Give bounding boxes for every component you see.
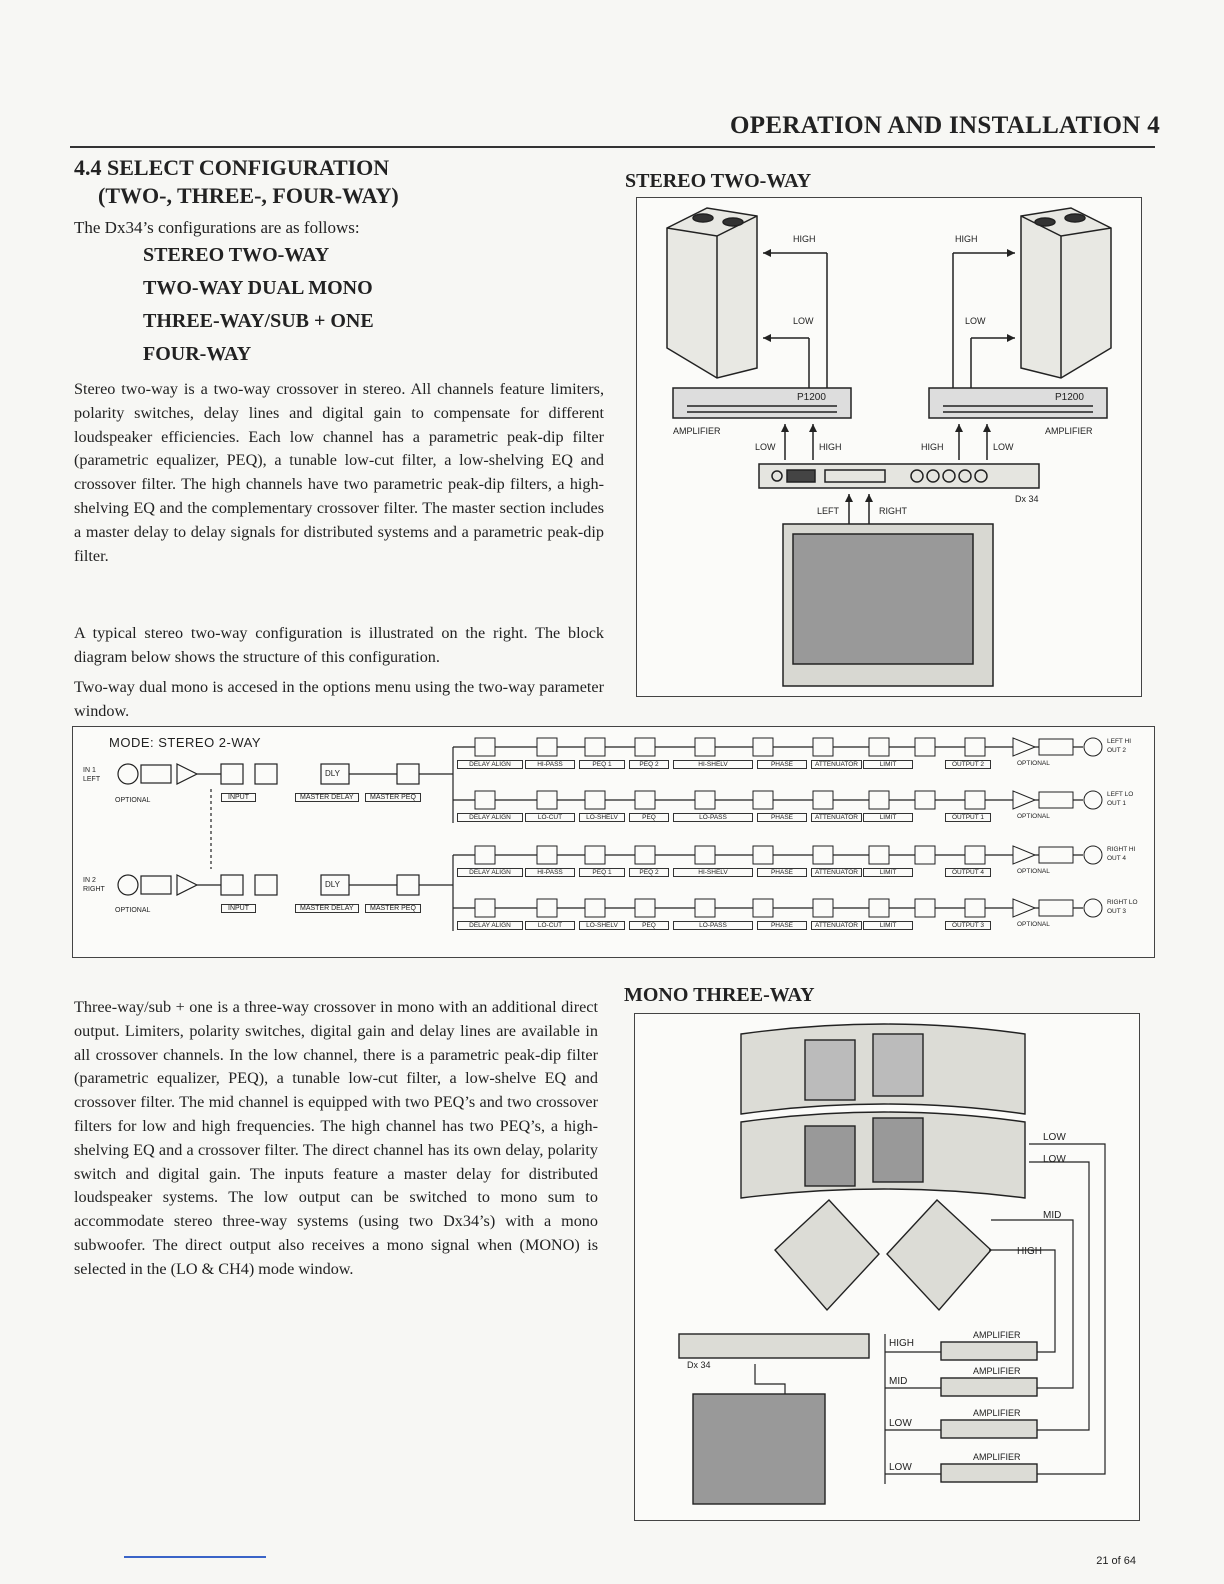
section-title-line1: 4.4 SELECT CONFIGURATION [74,155,390,180]
mono-label-mid: MID [1043,1210,1062,1221]
block-row-label: PHASE [757,921,807,930]
label-master-delay-2: MASTER DELAY [295,904,359,913]
block-output-label: RIGHT LO [1107,899,1138,906]
paragraph-stereo: Stereo two-way is a two-way crossover in stereo. All channels feature limiters, polarity switches, delay lines and digital gain to compensate for different loudspeaker efficiencies. Each low channel has a parametric peak-dip filter (parametric equalizer, PEQ), a tunable low-cut filter, a low-shelving EQ and crossover filter. The high channels have two parametric peak-dip filters, a high-shelving EQ and the complementary crossover filter. The master section includes a master delay to delay signals for distributed systems and a parametric peak-dip filter. [74,380,604,565]
amp-model-left: P1200 [797,392,826,403]
block-output-box: OUTPUT 4 [945,868,991,877]
label-right: RIGHT [879,506,907,516]
paragraph-dual-mono: Two-way dual mono is accesed in the options menu using the two-way parameter window. [74,678,604,720]
block-output-optional: OPTIONAL [1017,813,1050,820]
mono-label-device: Dx 34 [687,1360,711,1370]
label-amplifier-left: AMPLIFIER [673,426,721,436]
block-row-label: PEQ [629,813,669,822]
label-low-right: LOW [965,316,986,326]
label-in1-left: LEFT [83,776,101,783]
block-row-label: PEQ 1 [579,868,625,877]
block-output-number: OUT 3 [1107,908,1127,915]
block-output-optional: OPTIONAL [1017,868,1050,875]
mono-label-low-out-1: LOW [889,1418,912,1429]
mono-label-mid-out: MID [889,1376,908,1387]
mono-label-low-2: LOW [1043,1154,1066,1165]
block-output-label: RIGHT HI [1107,846,1136,853]
header-rule [70,146,1155,148]
block-output-box: OUTPUT 2 [945,760,991,769]
block-row-label: DELAY ALIGN [457,760,523,769]
mono-label-amplifier-1: AMPLIFIER [973,1330,1021,1340]
label-input-1: INPUT [221,793,256,802]
label-in2: IN 2 [83,877,96,884]
amp-model-right: P1200 [1055,392,1084,403]
label-master-peq-2: MASTER PEQ [365,904,421,913]
block-row-label: LO-CUT [525,813,575,822]
section-title [74,154,594,210]
label-optional-in2: OPTIONAL [115,907,151,914]
label-high-right: HIGH [955,234,978,244]
block-row-label: ATTENUATOR [811,921,862,930]
block-output-label: LEFT LO [1107,791,1134,798]
mono-label-high: HIGH [1017,1246,1042,1257]
block-row-label: DELAY ALIGN [457,921,523,930]
label-low-amp-left: LOW [755,442,776,452]
figure-stereo-two-way [636,197,1142,697]
label-in1: IN 1 [83,767,96,774]
label-amplifier-right: AMPLIFIER [1045,426,1093,436]
block-row-label: HI-PASS [525,868,575,877]
config-item: TWO-WAY DUAL MONO [143,277,373,299]
page-header: OPERATION AND INSTALLATION 4 [730,112,1160,139]
label-left: LEFT [817,506,840,516]
label-low-amp-right: LOW [993,442,1014,452]
block-output-optional: OPTIONAL [1017,760,1050,767]
label-input-2: INPUT [221,904,256,913]
block-row-label: LO-SHELV [579,813,625,822]
block-row-label: PHASE [757,760,807,769]
block-row-label: PEQ [629,921,669,930]
block-row-label: ATTENUATOR [811,868,862,877]
block-output-number: OUT 1 [1107,800,1127,807]
block-row-label: LIMIT [863,813,913,822]
label-high-amp-right: HIGH [921,442,944,452]
page-number: 21 of 64 [1096,1555,1136,1567]
paragraph-typical: A typical stereo two-way configuration is illustrated on the right. The block diagram below shows the structure of this configuration. [74,624,604,666]
label-dly-1: DLY [325,769,340,778]
figure-mono-three-way [634,1013,1140,1521]
block-row-label: LO-CUT [525,921,575,930]
block-row-label: ATTENUATOR [811,813,862,822]
intro-text: The Dx34’s configurations are as follows: [74,218,360,237]
block-row-label: PEQ 2 [629,868,669,877]
config-item: THREE-WAY/SUB + ONE [143,310,374,332]
section-title-line2: (TWO-, THREE-, FOUR-WAY) [98,183,399,208]
footer-link-line [124,1556,266,1558]
label-low-left: LOW [793,316,814,326]
label-dly-2: DLY [325,880,340,889]
block-row-label: LIMIT [863,868,913,877]
label-device: Dx 34 [1015,494,1039,504]
block-row-label: LO-PASS [673,813,753,822]
mono-label-low-out-2: LOW [889,1462,912,1473]
figure-title-mono: MONO THREE-WAY [624,984,815,1006]
block-row-label: PHASE [757,813,807,822]
config-item: FOUR-WAY [143,343,252,365]
label-high-left: HIGH [793,234,816,244]
block-mode-label: MODE: STEREO 2-WAY [109,735,262,750]
block-row-label: HI-SHELV [673,868,753,877]
block-output-number: OUT 4 [1107,855,1127,862]
mono-label-amplifier-3: AMPLIFIER [973,1408,1021,1418]
block-row-label: ATTENUATOR [811,760,862,769]
label-high-amp-left: HIGH [819,442,842,452]
figure-title-stereo: STEREO TWO-WAY [625,170,812,192]
block-row-label: PEQ 1 [579,760,625,769]
mono-diagram [635,1014,1139,1520]
label-optional-in1: OPTIONAL [115,797,151,804]
block-row-label: HI-SHELV [673,760,753,769]
block-row-label: DELAY ALIGN [457,868,523,877]
block-output-label: LEFT HI [1107,738,1132,745]
block-output-box: OUTPUT 1 [945,813,991,822]
block-diagram [72,726,1155,958]
block-row-label: LO-SHELV [579,921,625,930]
label-in2-right: RIGHT [83,886,105,893]
stereo-diagram [637,198,1141,696]
mono-label-amplifier-2: AMPLIFIER [973,1366,1021,1376]
block-row-label: PEQ 2 [629,760,669,769]
block-output-optional: OPTIONAL [1017,921,1050,928]
paragraph-three-way: Three-way/sub + one is a three-way crossover in mono with an additional direct output. Limiters, polarity switches, digital gain and delay lines are available in all crossover channels. In the low channel, there is a parametric peak-dip filter (parametric equalizer, PEQ), a tunable low-cut filter, a low-shelve EQ and crossover filter. The mid channel is equipped with two PEQ’s and two crossover filters for low and high frequencies. The high channel has two PEQ’s, a high-shelving EQ and a crossover filter. The direct channel has its own delay, polarity switch and digital gain. The inputs feature a master delay for distributed loudspeaker systems. The low output can be switched to mono sum to accommodate stereo three-way systems (using two Dx34’s) with a mono subwoofer. The direct output also receives a mono signal when (MONO) is selected in the (LO & CH4) mode window. [74,998,598,1278]
block-row-label: LO-PASS [673,921,753,930]
block-output-number: OUT 2 [1107,747,1127,754]
block-output-box: OUTPUT 3 [945,921,991,930]
block-row-label: HI-PASS [525,760,575,769]
label-master-delay-1: MASTER DELAY [295,793,359,802]
block-row-label: DELAY ALIGN [457,813,523,822]
config-item: STEREO TWO-WAY [143,244,330,266]
mono-label-amplifier-4: AMPLIFIER [973,1452,1021,1462]
block-row-label: PHASE [757,868,807,877]
block-row-label: LIMIT [863,921,913,930]
mono-label-high-out: HIGH [889,1338,914,1349]
mono-label-low-1: LOW [1043,1132,1066,1143]
block-row-label: LIMIT [863,760,913,769]
label-master-peq-1: MASTER PEQ [365,793,421,802]
